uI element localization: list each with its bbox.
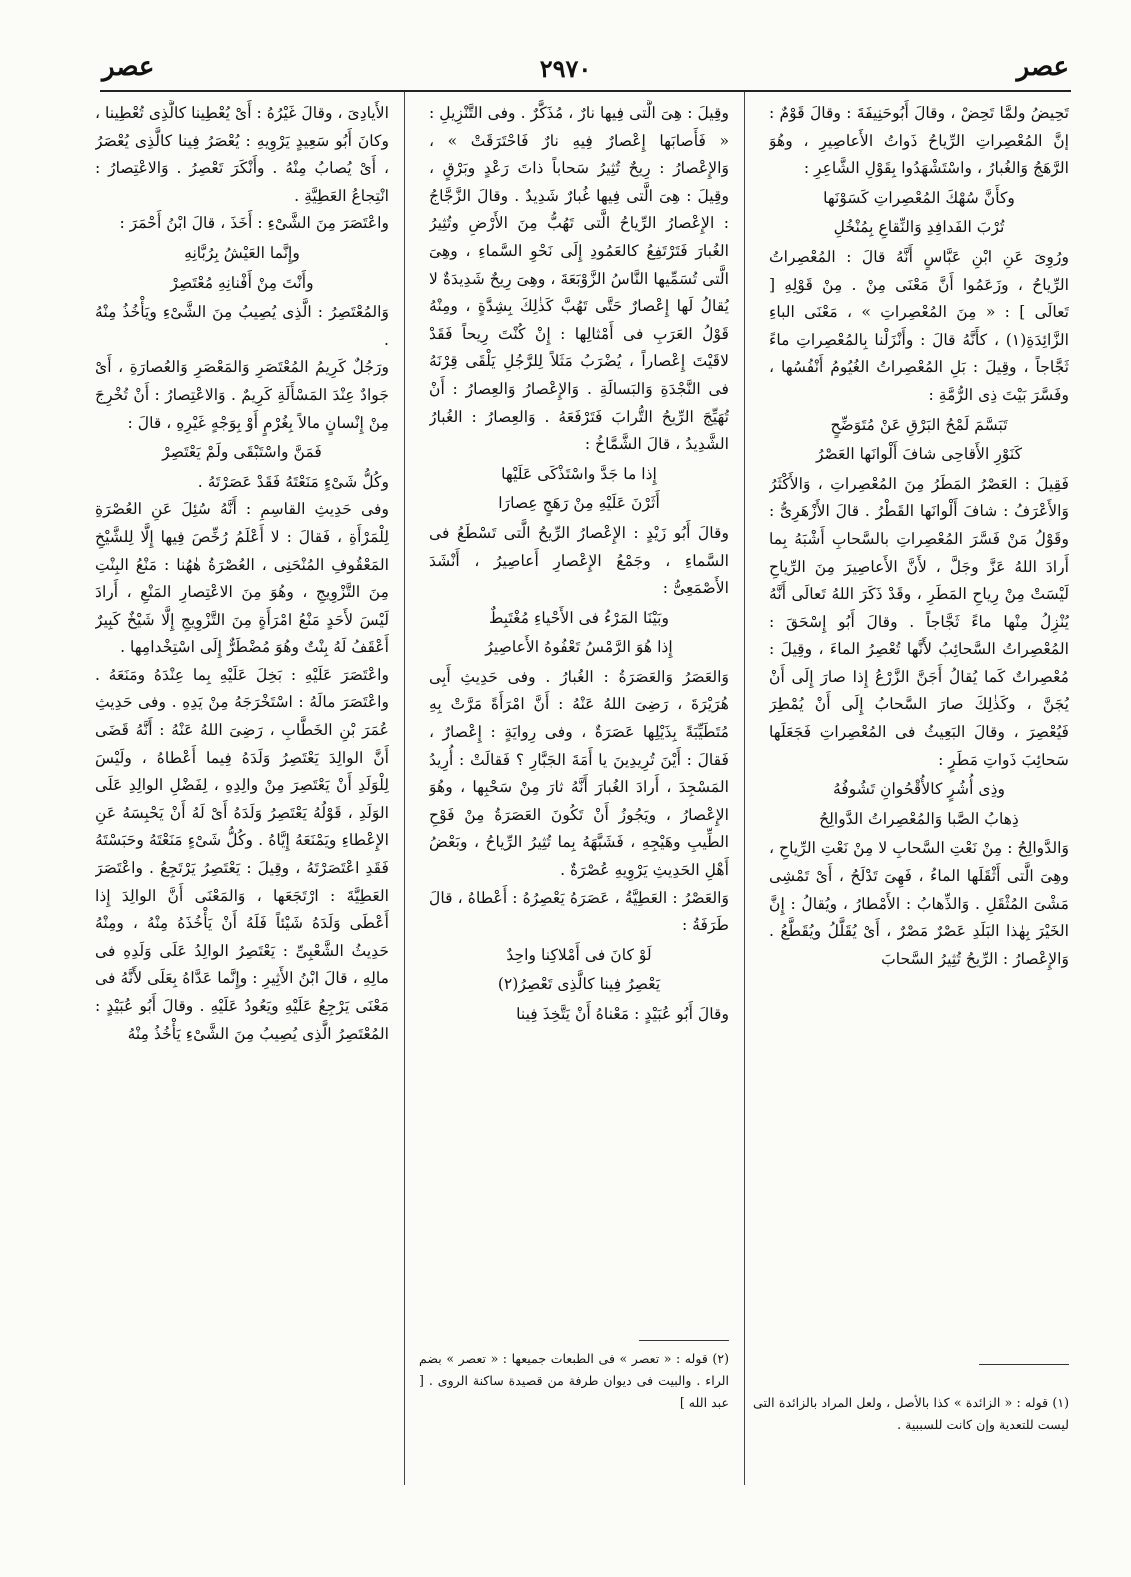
footnote-2: (٢) قوله : « تعصر » فى الطبعات جميعها : « تعصر » بضم الراء . والبيت فى ديوان طرفة من قصيدة ساكنة الروى . [ عبد الله ] — [419, 1351, 729, 1410]
verse-line: إِذا ما جَدَّ واسْتَذْكَى عَلَيْها — [501, 464, 657, 483]
verse-line: وأَنْتَ مِنْ أَفْنانِهِ مُعْتَصِرْ — [170, 273, 314, 292]
header-rule — [100, 90, 1071, 92]
verse-line: فَمَنَّ واسْتَبْقَى ولَمْ يَعْتَصِرْ — [162, 443, 322, 462]
paragraph: ورَجُلٌ كَرِيمُ المُعْتَصَرِ وَالمَعْصَرِ وَالعُصارَةِ ، أَىْ جَوادٌ عِنْدَ المَسْأَلَةِ كَرِيمٌ . وَالاعْتِصارُ : أَنْ تُخْرِجَ مِنْ إِنْسانٍ مالاً بِغُرْمٍ أَوْ بِوَجْهٍ غَيْرِهِ ، قالَ : — [95, 358, 389, 432]
column-divider-right — [744, 92, 745, 1485]
footnote-rule — [979, 1364, 1069, 1365]
verse-line: ذِهابُ الصَّبا وَالمُعْصِراتُ الدَّوالِحُ — [819, 809, 1019, 828]
verse-line: وكأَنَّ سُهْكَ المُعْصِراتِ كَسَوْنَها — [823, 188, 1015, 207]
verse-line: كَنَوْرِ الأَقاحِى شافَ أَلْوانَها العَصْرُ — [815, 445, 1023, 464]
paragraph: وَالمُعْتَصِرُ : الَّذِى يُصِيبُ مِنَ الشَّىْءِ ويَأْخُذُ مِنْهُ . — [95, 303, 389, 349]
column-right — [769, 100, 1069, 1362]
footnote-rule — [639, 1340, 729, 1341]
verse-line: إِذا هُوَ الرَّمْسُ تَعْفُوهُ الأَعاصِيرُ — [485, 638, 673, 657]
verse-line: يَعْصِرُ فِينا كالَّذِى تَعْصِرُ(٢) — [497, 975, 661, 994]
paragraph: وَالعَصَرُ وَالعَصَرَةُ : الغُبارُ . وفى حَدِيثِ أَبِى هُرَيْرَةَ ، رَضِىَ اللهُ عَنْهُ : أَنَّ امْرَأَةً مَرَّتْ بِهِ مُتَطَيِّبَةً بِذَيْلِها عَصَرَةٌ ، وفى رِوايَةٍ : إِعْصارٌ ، فَقالَ : أَيْنَ تُرِيدِينَ يا أَمَةَ الجَبَّارِ ؟ فَقالَتْ : أُرِيدُ المَسْجِدَ ، أَرادَ الغُبارَ أَنَّهُ ثارَ مِنْ سَحْبِها ، وهُوَ الإِعْصارُ ، ويَجُوزُ أَنْ تَكُونَ العَصَرَةُ مِنْ فَوْحِ الطِّيبِ وهَيْجِهِ ، فَشَبَّهَهُ بِما تُثِيرُ الرِّياحُ ، وبَعْضُ أَهْلِ الحَدِيثِ يَرْوِيهِ عُصْرَةٌ . — [429, 667, 729, 880]
verse-line: تُرْبَ الفَدافِدِ وَالنِّقاعِ بِمُنْخُلِ — [833, 218, 1005, 237]
column-middle — [429, 100, 729, 1360]
footnote-1: (١) قوله : « الزائدة » كذا بالأصل ، ولعل المراد بالزائدة التى ليست للتعدية وإن كانت للسببية . — [753, 1395, 1069, 1432]
paragraph: وقِيلَ : هِىَ الَّتى فِيها نارٌ ، مُذَكَّرٌ . وفى التَّنْزِيلِ : « فَأَصابَها إِعْصارٌ فِيهِ نارٌ فَاحْتَرَقَتْ » ، وَالإِعْصارُ : رِيحٌ تُثِيرُ سَحاباً ذاتَ رَعْدٍ وبَرْقٍ ، وقِيلَ : هِىَ الَّتى فِيها غُبارٌ شَدِيدٌ . وقالَ الزَّجَّاجُ : الإِعْصارُ الرِّياحُ الَّتى تَهُبُّ مِنَ الأَرْضِ وتُثِيرُ الغُبارَ فَتَرْتَفِعُ كالعَمُودِ إِلَى نَحْوِ السَّماءِ ، وهِىَ الَّتى تُسَمِّيها النَّاسُ الزَّوْبَعَةَ ، وهِىَ رِيحٌ شَدِيدَةٌ لا يُقالُ لَها إِعْصارٌ حَتَّى تَهُبَّ كَذٰلِكَ بِشِدَّةٍ ، ومِنْهُ قَوْلُ العَرَبِ فى أَمْثالِها : إِنْ كُنْتَ رِيحاً فَقَدْ لاقَيْتَ إِعْصاراً ، يُضْرَبُ مَثَلاً لِلرَّجُلِ يَلْقَى قِرْنَهُ فى النَّجْدَةِ وَالبَسالَةِ . وَالإِعْصارُ وَالعِصارُ : أَنْ تُهَيِّجَ الرِّيحُ التُّرابَ فَتَرْفَعَهُ . وَالعِصارُ : الغُبارُ الشَّدِيدُ ، قالَ الشَّمَّاخُ : — [429, 104, 729, 454]
verse-line: وذِى أُشُرٍ كالأُقْحُوانِ تَشُوفُهُ — [832, 780, 1006, 799]
column-divider-left — [404, 92, 405, 1485]
verse-line: تَبَسَّمَ لَمْحُ البَرْقِ عَنْ مُتَوَضِّحٍ — [830, 415, 1008, 434]
header-keyword-left: عصر — [102, 52, 155, 82]
paragraph: ورُوِىَ عَنِ ابْنِ عَبَّاسٍ أَنَّهُ قالَ : المُعْصِراتُ الرِّياحُ ، وزَعَمُوا أَنَّ مَعْنَى مِنْ . مِنْ قَوْلِهِ [ تَعالَى ] : « مِنَ المُعْصِراتِ » ، مَعْنَى الباءِ الزَّائِدَةِ(١) ، كأَنَّهُ قالَ : وأَنْزَلْنا بِالمُعْصِراتِ ماءً ثَجَّاجاً ، وقِيلَ : بَلِ المُعْصِراتُ الغُيُومُ أَنْفُسُها ، وفَسَّرَ بَيْتَ ذِى الرُّمَّةِ : — [769, 247, 1069, 404]
paragraph: وفى حَدِيثِ القاسِمِ : أَنَّهُ سُئِلَ عَنِ العُصْرَةِ لِلْمَرْأَةِ ، فَقالَ : لا أَعْلَمُ رُخِّصَ فِيها إِلَّا لِلشَّيْخِ المَعْقُوفِ المُنْحَنِى ، العُصْرَةُ هٰهُنا : مَنْعُ البِنْتِ مِنَ التَّزْوِيجِ ، وهُوَ مِنَ الاعْتِصارِ المَنْعِ ، أَرادَ لَيْسَ لأَحَدٍ مَنْعُ امْرَأَةٍ مِنَ التَّزْوِيجِ إِلَّا شَيْخٌ كَبِيرٌ أَعْقَفُ لَهُ بِنْتٌ وهُوَ مُضْطَرٌّ إِلَى اسْتِخْدامِها . — [95, 500, 389, 657]
page-number: ٢٩٧٠ — [539, 54, 592, 83]
paragraph: الأَيادِىَ ، وقالَ غَيْرُهُ : أَىْ يُعْطِينا كالَّذِى تُعْطِينا ، وكانَ أَبُو سَعِيدٍ يَرْوِيهِ : يُعْصَرُ فِينا كالَّذِى يُعْصَرُ ، أَىْ يُصابُ مِنْهُ . وأَنْكَرَ تَعْصِرُ . وَالاعْتِصارُ : انْتِجاعُ العَطِيَّةِ . — [95, 104, 389, 205]
paragraph: وقالَ أَبُو زَيْدٍ : الإِعْصارُ الرِّيحُ الَّتى تَسْطَعُ فى السَّماءِ ، وجَمْعُ الإِعْصارِ أَعاصِيرُ ، أَنْشَدَ الأَصْمَعِىُّ : — [429, 523, 729, 598]
verse-line: لَوْ كانَ فى أَمْلاكِنا واحِدٌ — [506, 945, 652, 964]
verse-line: وبَيْنَا المَرْءُ فى الأَحْياءِ مُغْتَبِطٌ — [488, 608, 670, 627]
paragraph: واعْتَصَرَ عَلَيْهِ : بَخِلَ عَلَيْهِ بِما عِنْدَهُ ومَنَعَهُ . واعْتَصَرَ مالَهُ : اسْتَخْرَجَهُ مِنْ يَدِهِ . وفى حَدِيثِ عُمَرَ بْنِ الخَطَّابِ ، رَضِىَ اللهُ عَنْهُ : أَنَّهُ قَضَى أَنَّ الوالِدَ يَعْتَصِرُ وَلَدَهُ فِيما أَعْطاهُ ، ولَيْسَ لِلْوَلَدِ أَنْ يَعْتَصِرَ مِنْ والِدِهِ ، لِفَضْلِ الوالِدِ عَلَى الوَلَدِ ، قَوْلُهُ يَعْتَصِرُ وَلَدَهُ أَىْ لَهُ أَنْ يَحْبِسَهُ عَنِ الإِعْطاءِ ويَمْنَعَهُ إِيَّاهُ . وكُلُّ شَىْءٍ مَنَعْتَهُ وحَبَسْتَهُ فَقَدِ اعْتَصَرْتَهُ ، وقِيلَ : يَعْتَصِرُ يَرْتَجِعُ . واعْتَصَرَ العَطِيَّةَ : ارْتَجَعَها ، وَالمَعْنَى أَنَّ الوالِدَ إِذا أَعْطَى وَلَدَهُ شَيْئاً فَلَهُ أَنْ يَأْخُذَهُ مِنْهُ ، ومِنْهُ حَدِيثُ الشَّعْبِىِّ : يَعْتَصِرُ الوالِدُ عَلَى وَلَدِهِ فى مالِهِ ، قالَ ابْنُ الأَثِيرِ : وإِنَّما عَدَّاهُ بِعَلَى لأَنَّهُ فى مَعْنَى يَرْجِعُ عَلَيْهِ ويَعُودُ عَلَيْهِ . وقالَ أَبُو عُبَيْدٍ : المُعْتَصِرُ الَّذِى يُصِيبُ مِنَ الشَّىْءِ يَأْخُذُ مِنْهُ — [95, 665, 389, 1043]
paragraph: وكُلُّ شَىْءٍ مَنَعْتَهُ فَقَدْ عَصَرْتَهُ . — [197, 472, 389, 491]
paragraph: وَالعَصْرُ : العَطِيَّةُ ، عَصَرَهُ يَعْصِرُهُ : أَعْطاهُ ، قالَ طَرَفَةُ : — [429, 888, 729, 935]
paragraph: وَالدَّوالِحُ : مِنْ نَعْتِ السَّحابِ لا مِنْ نَعْتِ الرِّياحِ ، وهِىَ الَّتى أَثْقَلَها الماءُ ، فَهِىَ تَدْلَحُ ، أَىْ تَمْشِى مَشْىَ المُثْقَلِ . وَالذِّهابُ : الأَمْطارُ ، ويُقالُ : إِنَّ الخَيْرَ بِهٰذا البَلَدِ عَصْرٌ مَصْرٌ ، أَىْ يُقَلَّلُ ويُقَطَّعُ . وَالإِعْصارُ : الرِّيحُ تُثِيرُ السَّحابَ — [769, 839, 1069, 968]
verse-line: وإِنَّما العَيْشُ بِرُبَّانِهِ — [184, 243, 300, 262]
paragraph: وقالَ أَبُو عُبَيْدٍ : مَعْناهُ أَنْ يَتَّخِذَ فِينا — [516, 1005, 729, 1023]
verse-line: أَثَرْنَ عَلَيْهِ مِنْ رَهَجٍ عِصارَا — [498, 494, 660, 513]
header-keyword-right: عصر — [1016, 52, 1069, 82]
paragraph: فَقِيلَ : العَصْرُ المَطَرُ مِنَ المُعْصِراتِ ، وَالأَكْثَرُ وَالأَعْرَفُ : شافَ أَلْوانَها القَطْرُ . قالَ الأَزْهَرِىُّ : وقَوْلُ مَنْ فَسَّرَ المُعْصِراتِ بالسَّحابِ أَشْبَهُ بِما أَرادَ اللهُ عَزَّ وجَلَّ ، لأَنَّ الأَعاصِيرَ مِنَ الرِّياحِ لَيْسَتْ مِنْ رِياحِ المَطَرِ ، وقَدْ ذَكَرَ اللهُ تَعالَى أَنَّهُ يُنْزِلُ مِنْها ماءً ثَجَّاجاً . وقالَ أَبُو إِسْحَقَ : المُعْصِراتُ السَّحائِبُ لأَنَّها تُعْصِرُ الماءَ ، وقِيلَ : مُعْصِراتٌ كَما يُقالُ أَجَنَّ الزَّرْعُ إِذا صارَ إِلَى أَنْ يُجَنَّ ، وكَذٰلِكَ صارَ السَّحابُ إِلَى أَنْ يُمْطِرَ فَيُعْصِرَ ، وقالَ البَعِيثُ فى المُعْصِراتِ فَجَعَلَها سَحائِبَ ذَواتِ مَطَرٍ : — [769, 474, 1069, 769]
paragraph: تَحِيضُ ولمَّا تَحِضْ ، وقالَ أَبُوحَنِيفَةَ : وقالَ قَوْمٌ : إنَّ المُعْصِراتِ الرِّياحُ ذَواتُ الأَعاصِيرِ ، وهُوَ الرَّهَجُ وَالغُبارُ ، واسْتَشْهَدُوا بِقَوْلِ الشَّاعِرِ : — [769, 104, 1069, 178]
column-left — [95, 100, 389, 1450]
paragraph: واعْتَصَرَ مِنَ الشَّىْءِ : أَخَذَ ، قالَ ابْنُ أَحْمَرَ : — [119, 214, 389, 233]
